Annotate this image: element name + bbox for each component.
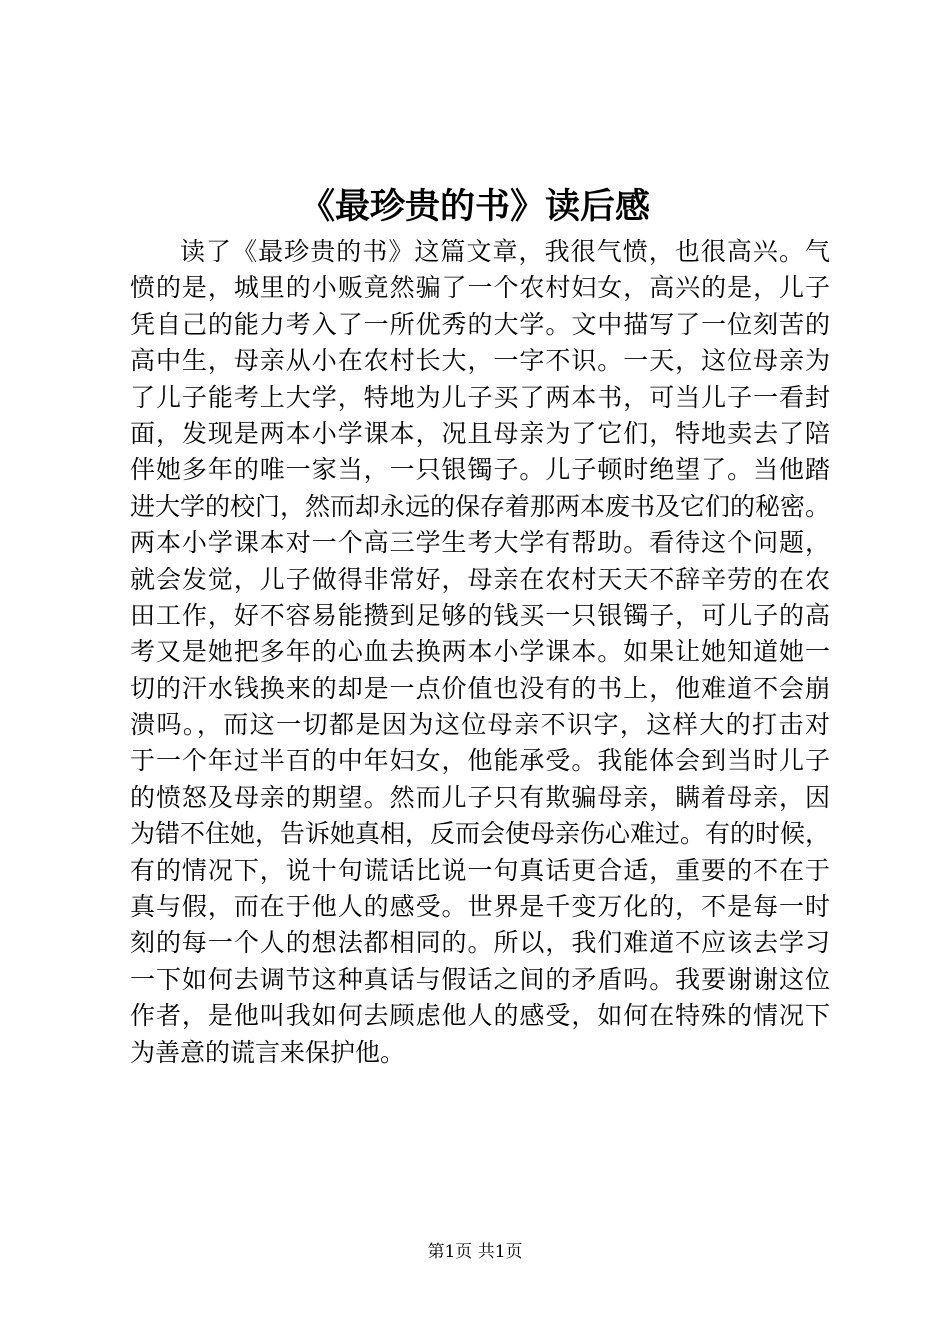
body-line: 伴她多年的唯一家当，一只银镯子。儿子顿时绝望了。当他踏 (130, 455, 830, 485)
document-body (130, 234, 830, 1071)
body-line: 作者，是他叫我如何去顾虑他人的感受，如何在特殊的情况下 (130, 1001, 830, 1031)
body-line: 一下如何去调节这种真话与假话之间的矛盾吗。我要谢谢这位 (130, 964, 830, 994)
body-line: 为善意的谎言来保护他。 (130, 1037, 406, 1067)
page-footer: 第1页 共1页 (427, 1242, 523, 1262)
body-line: 溃吗。，而这一切都是因为这位母亲不识字，这样大的打击对 (130, 710, 830, 740)
body-line: 面，发现是两本小学课本，况且母亲为了它们，特地卖去了陪 (130, 418, 830, 448)
body-line: 田工作，好不容易能攒到足够的钱买一只银镯子，可儿子的高 (130, 600, 830, 630)
body-line: 刻的每一个人的想法都相同的。所以，我们难道不应该去学习 (130, 928, 830, 958)
body-line: 了儿子能考上大学，特地为儿子买了两本书，可当儿子一看封 (130, 382, 830, 412)
body-line: 愤的是，城里的小贩竟然骗了一个农村妇女，高兴的是，儿子 (130, 273, 830, 303)
body-line: 真与假，而在于他人的感受。世界是千变万化的，不是每一时 (130, 892, 830, 922)
body-line: 考又是她把多年的心血去换两本小学课本。如果让她知道她一 (130, 637, 830, 667)
body-line: 于一个年过半百的中年妇女，他能承受。我能体会到当时儿子 (130, 746, 830, 776)
body-line: 为错不住她，告诉她真相，反而会使母亲伤心难过。有的时候， (130, 819, 831, 849)
document-title: 《最珍贵的书》读后感 (299, 186, 650, 227)
body-line: 有的情况下，说十句谎话比说一句真话更合适，重要的不在于 (130, 855, 830, 885)
body-line: 高中生，母亲从小在农村长大，一字不识。一天，这位母亲为 (130, 346, 830, 376)
body-line: 就会发觉，儿子做得非常好，母亲在农村天天不辞辛劳的在农 (130, 564, 830, 594)
body-line: 凭自己的能力考入了一所优秀的大学。文中描写了一位刻苦的 (130, 309, 830, 339)
body-line: 切的汗水钱换来的却是一点价值也没有的书上，他难道不会崩 (130, 673, 830, 703)
body-line: 读了《最珍贵的书》这篇文章，我很气愤，也很高兴。气 (180, 237, 830, 266)
body-line: 两本小学课本对一个高三学生考大学有帮助。看待这个问题， (130, 528, 830, 558)
body-line: 进大学的校门，然而却永远的保存着那两本废书及它们的秘密。 (130, 491, 831, 521)
body-line: 的愤怒及母亲的期望。然而儿子只有欺骗母亲，瞒着母亲，因 (130, 782, 830, 812)
